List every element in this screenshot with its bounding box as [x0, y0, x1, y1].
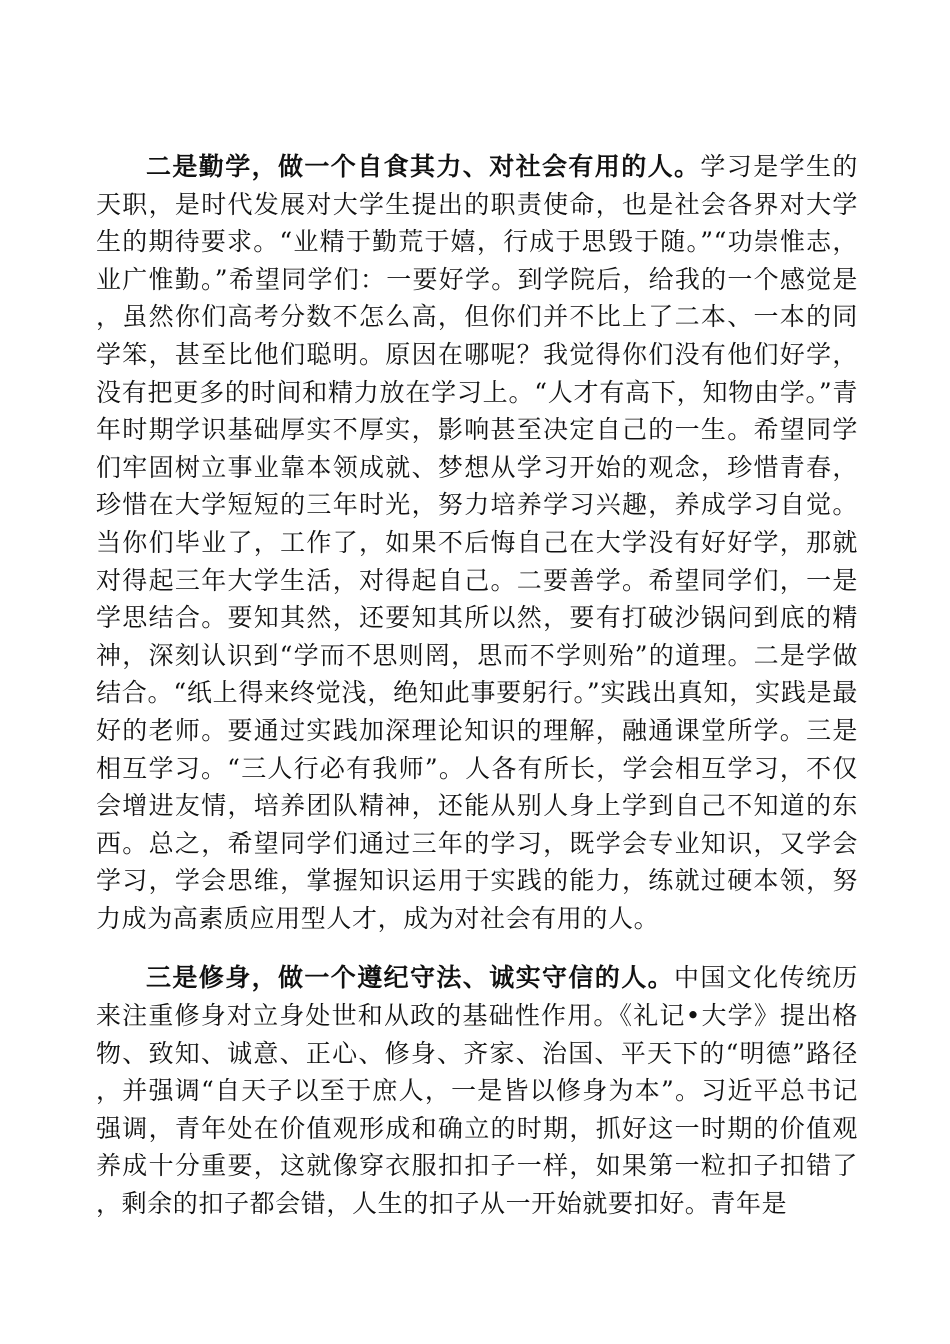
paragraph-heading: 三是修身，做一个遵纪守法、诚实守信的人。 — [146, 963, 674, 993]
paragraph-heading: 二是勤学，做一个自食其力、对社会有用的人。 — [146, 152, 701, 181]
paragraph-diligent-study — [96, 148, 858, 937]
paragraph-body: 中国文化传统历来注重修身对立身处世和从政的基础性作用。《礼记•大学》提出格物、致知、诚意、正心、修身、齐家、治国、平天下的“明德”路径，并强调“自天子以至于庶人，一是皆以修身为本”。习近平总书记强调，青年处在价值观形成和确立的时期，抓好这一时期的价值观养成十分重要，这就像穿衣服扣扣子一样，如果第一粒扣子扣错了，剩余的扣子都会错，人生的扣子从一开始就要扣好。青年是 — [96, 963, 858, 1219]
document-page — [96, 148, 858, 1223]
paragraph-self-cultivation — [96, 959, 858, 1222]
paragraph-body: 学习是学生的天职，是时代发展对大学生提出的职责使命，也是社会各界对大学生的期待要求。“业精于勤荒于嬉，行成于思毁于随。”“功崇惟志，业广惟勤。”希望同学们：一要好学。到学院后，给我的一个感觉是，虽然你们高考分数不怎么高，但你们并不比上了二本、一本的同学笨，甚至比他们聪明。原因在哪呢？我觉得你们没有他们好学，没有把更多的时间和精力放在学习上。“人才有高下，知物由学。”青年时期学识基础厚实不厚实，影响甚至决定自己的一生。希望同学们牢固树立事业靠本领成就、梦想从学习开始的观念，珍惜青春，珍惜在大学短短的三年时光，努力培养学习兴趣，养成学习自觉。当你们毕业了，工作了，如果不后悔自己在大学没有好好学，那就对得起三年大学生活，对得起自己。二要善学。希望同学们，一是学思结合。要知其然，还要知其所以然，要有打破沙锅问到底的精神，深刻认识到“学而不思则罔，思而不学则殆”的道理。二是学做结合。“纸上得来终觉浅，绝知此事要躬行。”实践出真知，实践是最好的老师。要通过实践加深理论知识的理解，融通课堂所学。三是相互学习。“三人行必有我师”。人各有所长，学会相互学习，不仅会增进友情，培养团队精神，还能从别人身上学到自己不知道的东西。总之，希望同学们通过三年的学习，既学会专业知识，又学会学习，学会思维，掌握知识运用于实践的能力，练就过硬本领，努力成为高素质应用型人才，成为对社会有用的人。 — [96, 152, 858, 933]
